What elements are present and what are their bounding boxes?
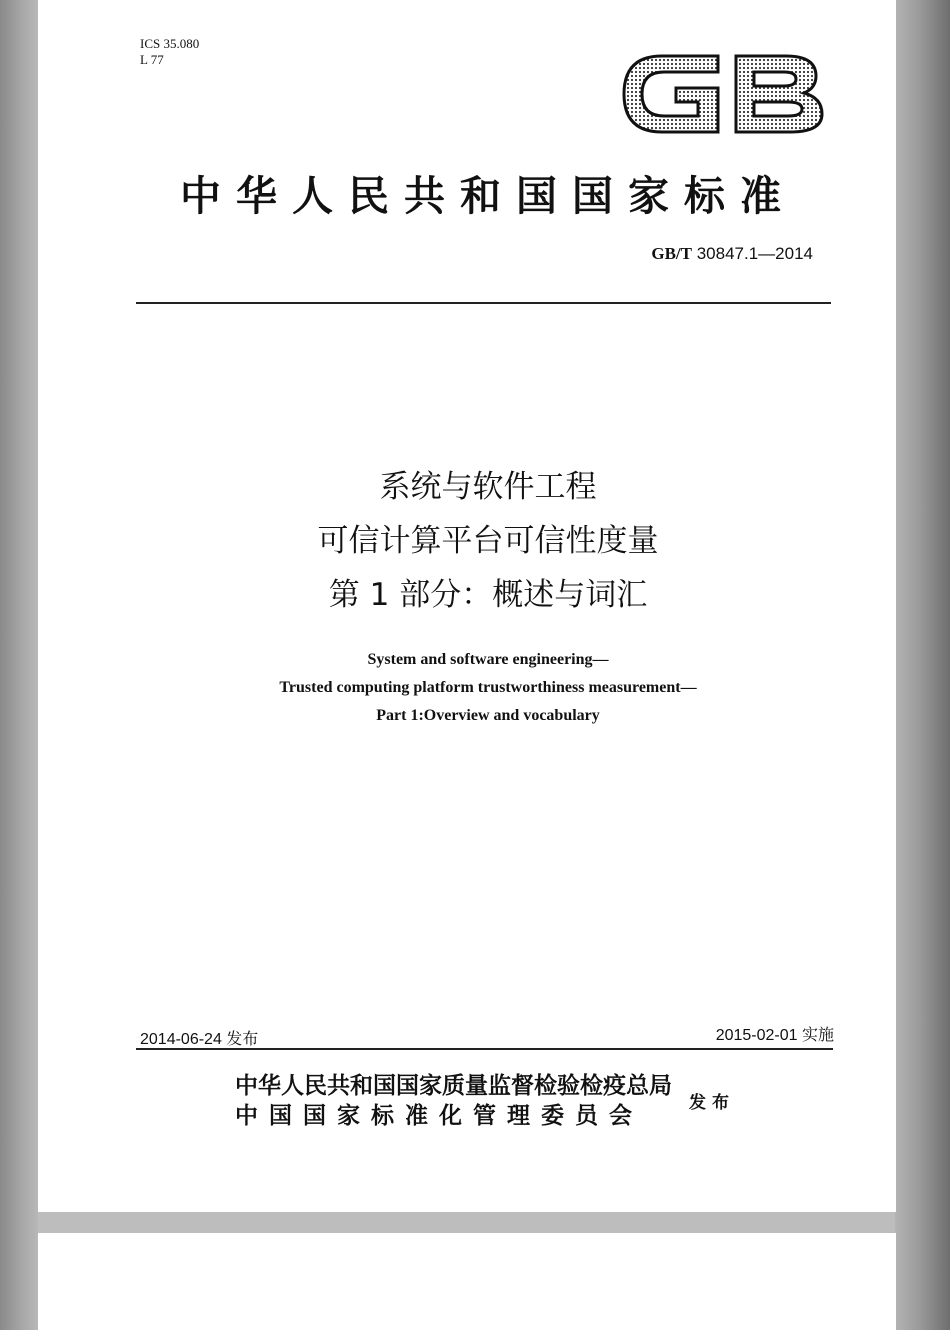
national-standard-title: 中华人民共和国国家标准 [180,172,796,220]
standard-prefix: GB/T [651,244,692,263]
effective-date: 2015-02-01 实施 [715,1027,834,1044]
cn-title-line2: 可信计算平台可信性度量 [317,523,659,559]
bottom-divider [136,1048,833,1050]
publish-date: 2014-06-24 发布 [140,1031,259,1048]
gb-logo-icon [618,50,828,138]
viewer-right-edge [895,0,950,1330]
en-title-line2: Trusted computing platform trustworthiness measurement— [279,679,697,696]
classification-code: L 77 [140,52,164,67]
standard-code: 30847.1—2014 [696,244,813,263]
issuer-line2: 中国国家标准化管理委员会 [235,1102,643,1129]
en-title-line3: Part 1:Overview and vocabulary [376,707,600,724]
standard-number [598,244,813,264]
viewer-left-edge [0,0,38,1330]
ics-block [140,36,199,68]
next-page [38,1233,896,1330]
cn-title-line3: 第 1 部分：概述与词汇 [328,577,648,613]
issuer-line1: 中华人民共和国国家质量监督检验检疫总局 [235,1072,672,1099]
issue-label: 发布 [689,1093,735,1113]
document-page [38,0,896,1212]
ics-code: ICS 35.080 [140,36,200,51]
top-divider [136,302,831,304]
cn-title-line1: 系统与软件工程 [379,469,597,505]
en-title-line1: System and software engineering— [367,651,609,668]
